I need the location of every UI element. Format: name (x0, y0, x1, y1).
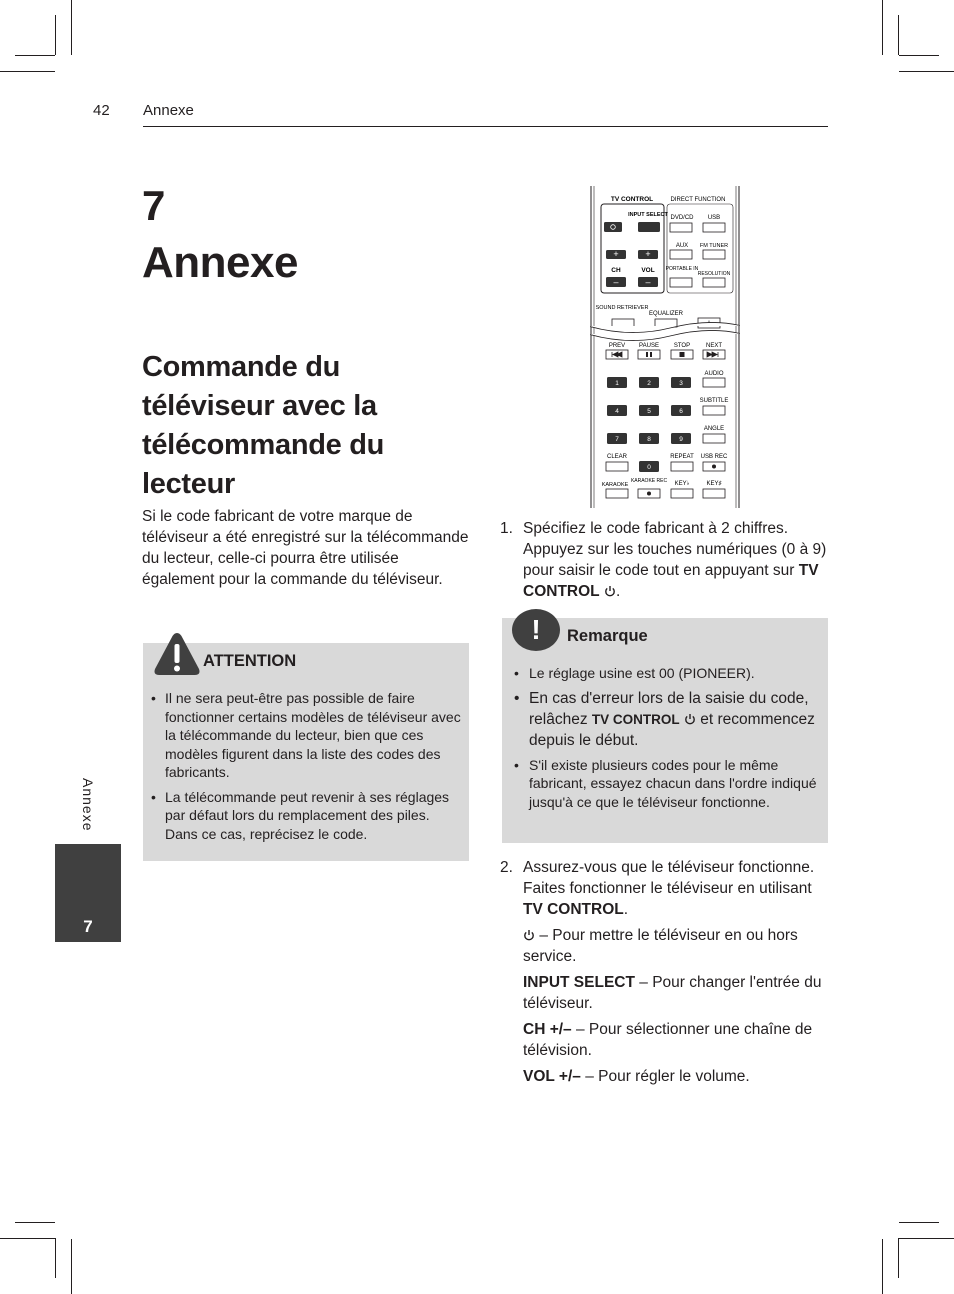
remote-label: FM TUNER (699, 243, 729, 249)
power-button (604, 222, 622, 232)
list-item: • Il ne sera peut-être pas possible de faire fonctionner certains modèles de téléviseur avec la télécommande du lecteur, bien que ces modèles figurent dans la liste des codes des fabricants. (151, 689, 463, 782)
crop-mark (899, 1222, 939, 1223)
remote-label: DVD/CD (670, 215, 694, 221)
subtitle-button (703, 406, 725, 415)
remote-label: RESOLUTION (697, 271, 731, 277)
remote-label: AUDIO (704, 371, 724, 377)
button-name: TV CONTROL (523, 901, 624, 918)
step-1: 1. Spécifiez le code fabricant à 2 chiffres. Appuyez sur les touches numériques (0 à 9) pour saisir le code tout en appuyant sur TV CONTROL . (500, 520, 827, 600)
digit-label: 7 (615, 436, 619, 443)
key-flat-button (671, 489, 693, 498)
remote-label: CLEAR (606, 454, 628, 460)
power-icon (523, 929, 535, 941)
svg-text:+: + (613, 249, 619, 259)
pause-button (638, 350, 660, 359)
note-title: Remarque (567, 627, 648, 645)
resolution-button (703, 278, 725, 287)
digit-label: 9 (679, 436, 683, 443)
definition-vol: VOL +/– – Pour régler le volume. (523, 1068, 750, 1085)
section-title: Commande du téléviseur avec la télécommande du lecteur (142, 351, 385, 500)
remote-control-illustration (590, 186, 740, 508)
crop-mark (71, 0, 72, 55)
crop-mark (55, 1238, 56, 1278)
crop-mark (882, 0, 883, 55)
step-number: 1. (500, 520, 513, 537)
remote-label: INPUT SELECT (628, 212, 668, 218)
input-select-button (638, 222, 660, 232)
header-rule (143, 126, 828, 127)
sound-retriever-button (612, 319, 634, 327)
chapter-title: Annexe (142, 238, 298, 287)
step-text: Spécifiez le code fabricant à 2 chiffres. Appuyez sur les touches numériques (0 à 9) pour saisir le code tout en appuyant sur (523, 520, 827, 579)
remote-label: SUBTITLE (699, 398, 729, 404)
definition-ch: CH +/– – Pour sélectionner une chaîne de télévision. (523, 1021, 813, 1059)
running-header: Annexe (143, 102, 194, 119)
crop-mark (898, 1238, 899, 1278)
digit-label: 6 (679, 408, 683, 415)
clear-button (606, 462, 628, 471)
key-sharp-button (703, 489, 725, 498)
crop-mark (55, 15, 56, 55)
remote-label: PAUSE (639, 343, 659, 349)
list-item: • La télécommande peut revenir à ses réglages par défaut lors du remplacement des piles. Dans ce cas, reprécisez le code. (151, 788, 463, 844)
remote-label: USB REC (700, 454, 728, 460)
step-text: Assurez-vous que le téléviseur fonctionne. (523, 859, 815, 876)
crop-mark (71, 1239, 72, 1294)
crop-mark (15, 1222, 55, 1223)
crop-mark (899, 1238, 954, 1239)
step-text: Faites fonctionner le téléviseur en utilisant TV CONTROL. (523, 880, 812, 918)
crop-mark (899, 71, 954, 72)
remote-label: KEY♯ (706, 481, 722, 487)
step-number: 2. (500, 859, 513, 876)
chapter-tab-number: 7 (83, 917, 93, 936)
dvdcd-button (670, 223, 692, 232)
power-icon (684, 713, 696, 725)
digit-label: 0 (647, 464, 651, 471)
equalizer-button (655, 319, 677, 327)
note-box (502, 614, 828, 843)
exclamation-icon: ! (512, 609, 560, 651)
usb-button (703, 223, 725, 232)
crop-mark (15, 55, 55, 56)
remote-label: ANGLE (703, 426, 725, 432)
chapter-number: 7 (142, 182, 166, 229)
button-name: TV CONTROL (591, 711, 680, 727)
remote-label: REPEAT (670, 454, 694, 460)
definition-input-select: INPUT SELECT – Pour changer l'entrée du téléviseur. (523, 974, 822, 1012)
portable-in-button (670, 278, 692, 287)
attention-list (151, 689, 463, 849)
attention-box (143, 643, 469, 861)
note-list (514, 664, 819, 816)
digit-label: 1 (615, 380, 619, 387)
svg-text:+: + (645, 249, 651, 259)
side-section-label: Annexe (80, 778, 96, 832)
remote-label: PORTABLE IN (665, 266, 699, 272)
crop-mark (898, 15, 899, 55)
remote-label: DIRECT FUNCTION (670, 197, 726, 203)
repeat-button (671, 462, 693, 471)
crop-mark (882, 1239, 883, 1294)
step-2 (500, 857, 830, 1087)
remote-label: CH (611, 267, 621, 274)
crop-mark (0, 71, 55, 72)
remote-label: KARAOKE REC (630, 478, 668, 484)
remote-label: STOP (673, 343, 691, 349)
remote-label: TV CONTROL (610, 196, 654, 203)
digit-label: 2 (647, 380, 651, 387)
attention-title: ATTENTION (203, 652, 297, 670)
digit-label: 4 (615, 408, 619, 415)
fm-tuner-button (703, 250, 725, 259)
remote-label: SOUND RETRIEVER (595, 305, 649, 311)
audio-button (703, 378, 725, 387)
list-item: • S'il existe plusieurs codes pour le même fabricant, essayez chacun dans l'ordre indiqué jusqu'à ce que le téléviseur fonctionne. (514, 756, 819, 812)
remote-label: VOL (641, 267, 655, 274)
crop-mark (0, 1238, 55, 1239)
remote-label: KEY♭ (674, 481, 690, 487)
remote-label: NEXT (705, 343, 723, 349)
button-name: TV CONTROL (523, 562, 819, 600)
remote-label: USB (707, 215, 721, 221)
definition-power: – Pour mettre le téléviseur en ou hors service. (523, 927, 798, 965)
warning-icon (153, 631, 201, 677)
remote-label: KARAOKE (601, 482, 629, 488)
aux-button (670, 250, 692, 259)
power-icon (604, 585, 616, 597)
page-number: 42 (93, 102, 110, 119)
remote-label: PREV (608, 343, 626, 349)
list-item: • Le réglage usine est 00 (PIONEER). (514, 664, 819, 683)
svg-text:–: – (645, 277, 651, 287)
digit-label: 8 (647, 436, 651, 443)
intro-paragraph: Si le code fabricant de votre marque de téléviseur a été enregistré sur la télécommande du lecteur, celle-ci pourra être utilisée également pour la commande du téléviseur. (142, 508, 469, 588)
crop-mark (899, 55, 939, 56)
svg-text:–: – (613, 277, 619, 287)
angle-button (703, 434, 725, 443)
digit-label: 5 (647, 408, 651, 415)
remote-label: EQUALIZER (648, 311, 684, 317)
remote-label: AUX (675, 243, 689, 249)
karaoke-button (606, 489, 628, 498)
list-item: • En cas d'erreur lors de la saisie du code, relâchez TV CONTROL et recommencez depuis le début. (514, 688, 819, 751)
chapter-tab (55, 844, 121, 942)
digit-label: 3 (679, 380, 683, 387)
